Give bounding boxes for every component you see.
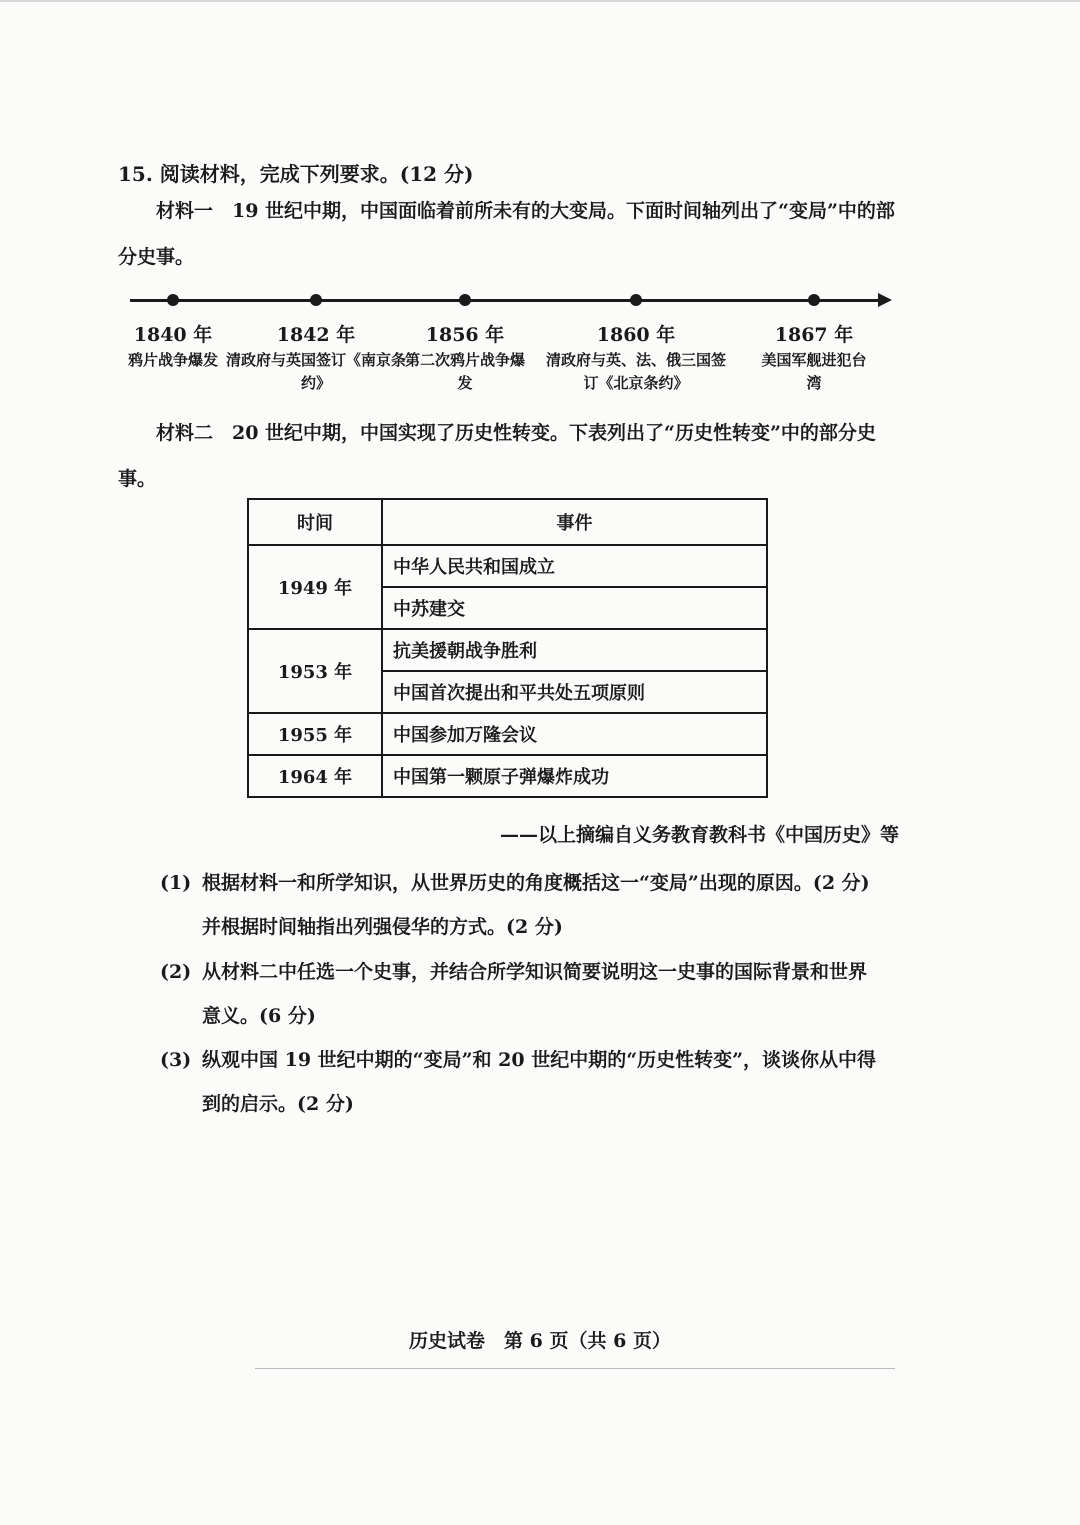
sub-question-number: (2) xyxy=(160,961,192,983)
sub-question-line: 从材料二中任选一个史事，并结合所学知识简要说明这一史事的国际背景和世界 xyxy=(202,961,868,983)
timeline xyxy=(128,282,898,402)
table-cell-year: 1955 年 xyxy=(248,713,382,755)
timeline-dot xyxy=(459,294,471,306)
table-header-event: 事件 xyxy=(382,499,767,545)
sub-question-line: 到的启示。(2 分) xyxy=(202,1093,354,1115)
timeline-dot xyxy=(808,294,820,306)
footer-divider xyxy=(255,1368,895,1369)
timeline-event: 清政府与英国签订《南京条约》 xyxy=(226,351,407,392)
sub-question-2 xyxy=(160,950,910,1038)
timeline-dot xyxy=(167,294,179,306)
timeline-event: 鸦片战争爆发 xyxy=(127,351,218,369)
sub-question-line: 根据材料一和所学知识，从世界历史的角度概括这一“变局”出现的原因。(2 分) xyxy=(202,872,870,894)
timeline-dot xyxy=(630,294,642,306)
timeline-dot xyxy=(310,294,322,306)
table-row xyxy=(248,713,767,755)
material1-text: 材料一 19 世纪中期，中国面临着前所未有的大变局。下面时间轴列出了“变局”中的部分史事。 xyxy=(118,200,895,268)
table-cell-event: 中国首次提出和平共处五项原则 xyxy=(382,671,767,713)
timeline-year: 1867 年 xyxy=(774,324,854,346)
table-cell-year: 1964 年 xyxy=(248,755,382,797)
table-row xyxy=(248,629,767,671)
sub-question-line: 意义。(6 分) xyxy=(202,1005,316,1027)
question-title: 15. 阅读材料，完成下列要求。(12 分) xyxy=(118,162,474,186)
sub-question-1 xyxy=(160,861,910,949)
top-border xyxy=(0,0,1080,2)
table-row xyxy=(248,755,767,797)
timeline-event: 美国军舰进犯台湾 xyxy=(761,351,867,392)
table-cell-event: 抗美援朝战争胜利 xyxy=(382,629,767,671)
material2-text: 材料二 20 世纪中期，中国实现了历史性转变。下表列出了“历史性转变”中的部分史事。 xyxy=(118,422,876,490)
timeline-year: 1856 年 xyxy=(425,324,505,346)
table-cell-event: 中国第一颗原子弹爆炸成功 xyxy=(382,755,767,797)
timeline-year: 1860 年 xyxy=(596,324,676,346)
timeline-year: 1840 年 xyxy=(133,324,213,346)
timeline-node xyxy=(536,282,736,395)
table-cell-event: 中国参加万隆会议 xyxy=(382,713,767,755)
sub-question-line: 纵观中国 19 世纪中期的“变局”和 20 世纪中期的“历史性转变”，谈谈你从中得 xyxy=(202,1049,877,1071)
timeline-event: 清政府与英、法、俄三国签订《北京条约》 xyxy=(546,351,727,392)
table-cell-event: 中华人民共和国成立 xyxy=(382,545,767,587)
sub-question-3 xyxy=(160,1038,910,1126)
sub-question-number: (1) xyxy=(160,872,192,894)
table-cell-year: 1953 年 xyxy=(248,629,382,713)
sub-question-number: (3) xyxy=(160,1049,192,1071)
timeline-node xyxy=(714,282,914,395)
table-header-row xyxy=(248,499,767,545)
page-footer: 历史试卷 第 6 页（共 6 页） xyxy=(409,1330,671,1352)
timeline-year: 1842 年 xyxy=(276,324,356,346)
table-cell-year: 1949 年 xyxy=(248,545,382,629)
timeline-node xyxy=(365,282,565,395)
table-row xyxy=(248,545,767,587)
events-table xyxy=(247,498,768,798)
table-cell-event: 中苏建交 xyxy=(382,587,767,629)
source-citation: ——以上摘编自义务教育教科书《中国历史》等 xyxy=(500,824,900,846)
sub-question-line: 并根据时间轴指出列强侵华的方式。(2 分) xyxy=(202,916,563,938)
timeline-event: 第二次鸦片战争爆发 xyxy=(405,351,526,392)
table-header-time: 时间 xyxy=(248,499,382,545)
